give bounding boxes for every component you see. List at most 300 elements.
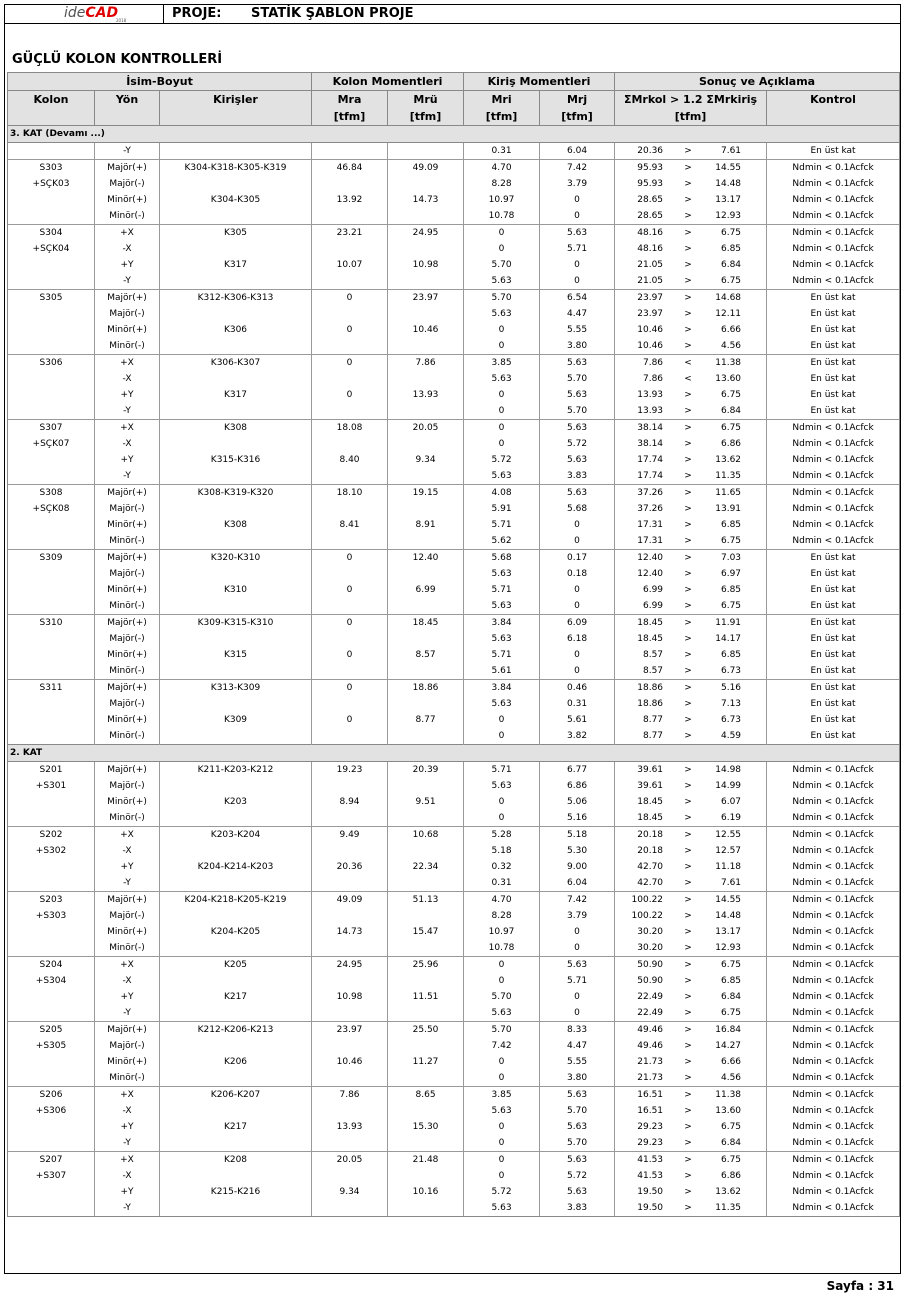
cell-mrj: 8.33	[540, 1022, 615, 1039]
cell-mrj: 0	[540, 663, 615, 680]
cell-kontrol: En üst kat	[767, 371, 900, 387]
sonuc-right: 14.48	[715, 179, 742, 189]
sonuc-left: 49.46	[637, 1041, 664, 1051]
cell-mra	[312, 1200, 388, 1217]
sonuc-left: 41.53	[637, 1171, 664, 1181]
cell-mrj: 5.63	[540, 1087, 615, 1104]
cell-mru	[388, 306, 464, 322]
sonuc-right: 12.55	[715, 830, 742, 840]
cell-kolon	[8, 875, 95, 892]
cell-yon: +Y	[95, 257, 160, 273]
sonuc-right: 7.03	[720, 553, 742, 563]
cell-kolon: S303	[8, 160, 95, 177]
sonuc-left: 8.57	[642, 666, 664, 676]
cell-mrj: 5.06	[540, 794, 615, 810]
cell-mru	[388, 940, 464, 957]
cell-mrj: 0	[540, 533, 615, 550]
sonuc-left: 17.74	[637, 455, 664, 465]
sonuc-left: 8.57	[642, 650, 664, 660]
sonuc-left: 12.40	[637, 553, 664, 563]
cell-sonuc	[615, 1152, 767, 1169]
sonuc-operator: >	[684, 260, 692, 270]
cell-kolon	[8, 257, 95, 273]
cell-kirisler: K310	[160, 582, 312, 598]
cell-mrj: 0	[540, 192, 615, 208]
cell-kirisler: K315	[160, 647, 312, 663]
cell-kontrol: En üst kat	[767, 598, 900, 615]
table-row	[8, 582, 900, 598]
cell-mra: 13.92	[312, 192, 388, 208]
cell-mra: 0	[312, 712, 388, 728]
cell-sonuc	[615, 1168, 767, 1184]
sonuc-operator: >	[684, 960, 692, 970]
cell-kirisler: K212-K206-K213	[160, 1022, 312, 1039]
table-row	[8, 1054, 900, 1070]
sonuc-operator: >	[684, 488, 692, 498]
cell-yon: -X	[95, 973, 160, 989]
cell-kirisler	[160, 1103, 312, 1119]
sonuc-left: 8.77	[642, 731, 664, 741]
cell-mru: 20.39	[388, 762, 464, 779]
table-row	[8, 257, 900, 273]
col-kontrol: Kontrol	[767, 91, 900, 109]
cell-mrj: 5.55	[540, 322, 615, 338]
sonuc-operator: >	[684, 146, 692, 156]
cell-kontrol: En üst kat	[767, 647, 900, 663]
sonuc-left: 8.77	[642, 715, 664, 725]
cell-kolon: S205	[8, 1022, 95, 1039]
cell-mri: 5.63	[464, 598, 540, 615]
sonuc-operator: >	[684, 195, 692, 205]
cell-sonuc	[615, 176, 767, 192]
cell-kontrol: Ndmin < 0.1Acfck	[767, 1200, 900, 1217]
sonuc-operator: >	[684, 309, 692, 319]
cell-yon: Minör(-)	[95, 663, 160, 680]
cell-sonuc	[615, 778, 767, 794]
sonuc-right: 6.75	[720, 390, 742, 400]
sonuc-operator: >	[684, 765, 692, 775]
sonuc-right: 6.84	[720, 260, 742, 270]
cell-kontrol: Ndmin < 0.1Acfck	[767, 973, 900, 989]
cell-yon: Minör(-)	[95, 533, 160, 550]
cell-kirisler	[160, 143, 312, 160]
sonuc-left: 22.49	[637, 992, 664, 1002]
cell-mra: 49.09	[312, 892, 388, 909]
sonuc-right: 6.75	[720, 960, 742, 970]
sonuc-left: 19.50	[637, 1203, 664, 1213]
cell-kirisler	[160, 371, 312, 387]
cell-mrj: 6.77	[540, 762, 615, 779]
cell-mrj: 5.70	[540, 371, 615, 387]
table-row	[8, 1022, 900, 1039]
cell-mrj: 7.42	[540, 892, 615, 909]
cell-kontrol: En üst kat	[767, 387, 900, 403]
cell-mra: 0	[312, 550, 388, 567]
cell-mrj: 0	[540, 273, 615, 290]
cell-mri: 5.71	[464, 582, 540, 598]
cell-kirisler	[160, 501, 312, 517]
cell-mra: 10.46	[312, 1054, 388, 1070]
cell-mru: 18.45	[388, 615, 464, 632]
cell-kirisler	[160, 436, 312, 452]
cell-sonuc	[615, 989, 767, 1005]
cell-kontrol: Ndmin < 0.1Acfck	[767, 1022, 900, 1039]
cell-mrj: 0	[540, 924, 615, 940]
cell-mra	[312, 371, 388, 387]
sonuc-operator: >	[684, 276, 692, 286]
cell-kolon: +SÇK07	[8, 436, 95, 452]
cell-mra: 0	[312, 615, 388, 632]
sonuc-left: 30.20	[637, 943, 664, 953]
cell-yon: Majör(-)	[95, 631, 160, 647]
cell-mru: 7.86	[388, 355, 464, 372]
cell-kirisler	[160, 663, 312, 680]
sonuc-operator: >	[684, 683, 692, 693]
cell-yon: Minör(-)	[95, 598, 160, 615]
sonuc-left: 23.97	[637, 293, 664, 303]
cell-sonuc	[615, 517, 767, 533]
cell-kirisler	[160, 778, 312, 794]
sonuc-operator: >	[684, 830, 692, 840]
cell-kolon	[8, 631, 95, 647]
cell-kontrol: Ndmin < 0.1Acfck	[767, 273, 900, 290]
sonuc-right: 11.65	[715, 488, 742, 498]
cell-mri: 5.63	[464, 696, 540, 712]
table-row	[8, 1152, 900, 1169]
sonuc-right: 7.61	[720, 146, 742, 156]
cell-mrj: 6.86	[540, 778, 615, 794]
cell-kolon: +S301	[8, 778, 95, 794]
cell-kirisler: K205	[160, 957, 312, 974]
cell-mri: 0.31	[464, 875, 540, 892]
sonuc-operator: >	[684, 1073, 692, 1083]
cell-mri: 3.84	[464, 615, 540, 632]
cell-kolon: +SÇK04	[8, 241, 95, 257]
col-kolon: Kolon	[8, 91, 95, 109]
cell-sonuc	[615, 420, 767, 437]
sonuc-right: 6.73	[720, 666, 742, 676]
cell-kolon: S305	[8, 290, 95, 307]
cell-kolon	[8, 924, 95, 940]
sonuc-operator: >	[684, 813, 692, 823]
sonuc-operator: >	[684, 423, 692, 433]
cell-mri: 5.63	[464, 273, 540, 290]
cell-kontrol: Ndmin < 0.1Acfck	[767, 859, 900, 875]
sonuc-right: 7.61	[720, 878, 742, 888]
cell-sonuc	[615, 566, 767, 582]
unit-mra: [tfm]	[312, 108, 388, 126]
cell-mra: 10.07	[312, 257, 388, 273]
cell-yon: -X	[95, 1103, 160, 1119]
table-row	[8, 1005, 900, 1022]
table-row	[8, 989, 900, 1005]
cell-kolon: S308	[8, 485, 95, 502]
sonuc-left: 29.23	[637, 1122, 664, 1132]
cell-yon: Minör(+)	[95, 322, 160, 338]
table-row	[8, 810, 900, 827]
cell-sonuc	[615, 859, 767, 875]
cell-mrj: 0	[540, 517, 615, 533]
cell-mra: 14.73	[312, 924, 388, 940]
cell-mri: 5.63	[464, 371, 540, 387]
cell-mru	[388, 436, 464, 452]
cell-yon: Majör(+)	[95, 290, 160, 307]
cell-mrj: 0	[540, 598, 615, 615]
cell-kolon	[8, 728, 95, 745]
cell-sonuc	[615, 533, 767, 550]
cell-sonuc	[615, 631, 767, 647]
sonuc-right: 4.56	[720, 1073, 742, 1083]
cell-mrj: 5.71	[540, 973, 615, 989]
cell-kirisler: K304-K305	[160, 192, 312, 208]
table-row	[8, 973, 900, 989]
sonuc-left: 28.65	[637, 195, 664, 205]
cell-kirisler	[160, 403, 312, 420]
cell-kolon	[8, 810, 95, 827]
cell-mru: 6.99	[388, 582, 464, 598]
cell-sonuc	[615, 192, 767, 208]
sonuc-left: 23.97	[637, 309, 664, 319]
cell-kirisler	[160, 1070, 312, 1087]
cell-mrj: 6.18	[540, 631, 615, 647]
cell-kontrol: Ndmin < 0.1Acfck	[767, 436, 900, 452]
cell-mri: 0	[464, 420, 540, 437]
cell-mra	[312, 631, 388, 647]
table-row	[8, 338, 900, 355]
cell-sonuc	[615, 957, 767, 974]
cell-kolon	[8, 598, 95, 615]
sonuc-operator: >	[684, 455, 692, 465]
table-row	[8, 176, 900, 192]
cell-mri: 4.70	[464, 892, 540, 909]
cell-mrj: 5.16	[540, 810, 615, 827]
cell-mra	[312, 810, 388, 827]
cell-kontrol: En üst kat	[767, 143, 900, 160]
sonuc-left: 18.45	[637, 634, 664, 644]
cell-mru: 10.98	[388, 257, 464, 273]
cell-mra	[312, 468, 388, 485]
cell-kirisler: K308	[160, 517, 312, 533]
cell-mru: 20.05	[388, 420, 464, 437]
sonuc-operator: >	[684, 927, 692, 937]
cell-yon: Majör(-)	[95, 1038, 160, 1054]
cell-mra	[312, 1103, 388, 1119]
cell-kontrol: Ndmin < 0.1Acfck	[767, 794, 900, 810]
cell-kolon	[8, 192, 95, 208]
cell-kirisler: K204-K214-K203	[160, 859, 312, 875]
sonuc-right: 11.38	[715, 1090, 742, 1100]
cell-sonuc	[615, 485, 767, 502]
cell-kirisler	[160, 940, 312, 957]
sonuc-left: 16.51	[637, 1090, 664, 1100]
page-header	[4, 4, 901, 24]
cell-mra: 0	[312, 290, 388, 307]
cell-kontrol: Ndmin < 0.1Acfck	[767, 1152, 900, 1169]
cell-mra	[312, 436, 388, 452]
cell-mra	[312, 403, 388, 420]
sonuc-right: 14.48	[715, 911, 742, 921]
cell-mrj: 3.79	[540, 176, 615, 192]
cell-kontrol: Ndmin < 0.1Acfck	[767, 778, 900, 794]
col-mra: Mra	[312, 91, 388, 109]
cell-mrj: 5.72	[540, 436, 615, 452]
sonuc-left: 13.93	[637, 390, 664, 400]
cell-kontrol: En üst kat	[767, 355, 900, 372]
cell-yon: -X	[95, 241, 160, 257]
cell-mru	[388, 778, 464, 794]
sonuc-operator: >	[684, 601, 692, 611]
cell-kolon	[8, 582, 95, 598]
cell-kontrol: Ndmin < 0.1Acfck	[767, 843, 900, 859]
cell-mri: 0	[464, 728, 540, 745]
cell-yon: Minör(-)	[95, 338, 160, 355]
cell-kontrol: Ndmin < 0.1Acfck	[767, 176, 900, 192]
sonuc-right: 13.17	[715, 927, 742, 937]
sonuc-left: 21.73	[637, 1057, 664, 1067]
cell-mri: 5.63	[464, 1200, 540, 1217]
cell-mra	[312, 208, 388, 225]
cell-mra: 0	[312, 322, 388, 338]
cell-kolon: S310	[8, 615, 95, 632]
sonuc-operator: >	[684, 895, 692, 905]
sonuc-left: 39.61	[637, 765, 664, 775]
cell-mru	[388, 533, 464, 550]
cell-kontrol: En üst kat	[767, 566, 900, 582]
cell-kontrol: Ndmin < 0.1Acfck	[767, 208, 900, 225]
cell-sonuc	[615, 810, 767, 827]
table-row	[8, 517, 900, 533]
sonuc-left: 20.36	[637, 146, 664, 156]
table-row	[8, 663, 900, 680]
cell-mrj: 0.46	[540, 680, 615, 697]
cell-mri: 3.84	[464, 680, 540, 697]
table-row	[8, 355, 900, 372]
sonuc-operator: >	[684, 1203, 692, 1213]
table-row	[8, 1168, 900, 1184]
cell-mri: 5.70	[464, 257, 540, 273]
sonuc-right: 13.62	[715, 1187, 742, 1197]
cell-mru: 15.30	[388, 1119, 464, 1135]
cell-mrj: 3.80	[540, 338, 615, 355]
sonuc-left: 17.31	[637, 536, 664, 546]
sonuc-right: 12.11	[715, 309, 742, 319]
sonuc-left: 38.14	[637, 439, 664, 449]
cell-mrj: 0.31	[540, 696, 615, 712]
cell-sonuc	[615, 550, 767, 567]
cell-kolon: +SÇK08	[8, 501, 95, 517]
sonuc-operator: >	[684, 911, 692, 921]
cell-sonuc	[615, 468, 767, 485]
cell-kirisler	[160, 306, 312, 322]
cell-yon: -Y	[95, 468, 160, 485]
col-sonuc: ΣMrkol > 1.2 ΣMrkiriş	[615, 91, 767, 109]
cell-mru	[388, 631, 464, 647]
cell-kontrol: En üst kat	[767, 663, 900, 680]
cell-mra	[312, 1038, 388, 1054]
proje-label: PROJE:	[172, 6, 222, 21]
cell-mru: 10.16	[388, 1184, 464, 1200]
cell-kolon	[8, 794, 95, 810]
table-body	[8, 126, 900, 1217]
cell-kontrol: Ndmin < 0.1Acfck	[767, 1184, 900, 1200]
cell-sonuc	[615, 892, 767, 909]
table-row	[8, 859, 900, 875]
cell-yon: Minör(+)	[95, 1054, 160, 1070]
cell-mru	[388, 696, 464, 712]
cell-sonuc	[615, 582, 767, 598]
table-row	[8, 468, 900, 485]
cell-kontrol: Ndmin < 0.1Acfck	[767, 225, 900, 242]
cell-kolon	[8, 1135, 95, 1152]
cell-kirisler	[160, 973, 312, 989]
cell-mru: 19.15	[388, 485, 464, 502]
cell-sonuc	[615, 1038, 767, 1054]
cell-kirisler	[160, 1135, 312, 1152]
sonuc-left: 49.46	[637, 1025, 664, 1035]
cell-mri: 5.71	[464, 647, 540, 663]
cell-mru	[388, 403, 464, 420]
page-number: Sayfa : 31	[826, 1279, 894, 1293]
cell-mrj: 5.72	[540, 1168, 615, 1184]
table-row	[8, 143, 900, 160]
cell-kontrol: Ndmin < 0.1Acfck	[767, 452, 900, 468]
table-row	[8, 778, 900, 794]
cell-mra: 18.08	[312, 420, 388, 437]
cell-yon: Majör(+)	[95, 762, 160, 779]
cell-yon: -X	[95, 1168, 160, 1184]
unit-blank	[767, 108, 900, 126]
table-row	[8, 712, 900, 728]
cell-sonuc	[615, 436, 767, 452]
sonuc-operator: >	[684, 211, 692, 221]
cell-mrj: 5.63	[540, 1152, 615, 1169]
cell-mra	[312, 1168, 388, 1184]
header-column-row	[8, 91, 900, 109]
sonuc-operator: >	[684, 293, 692, 303]
cell-mra	[312, 338, 388, 355]
header-group-row	[8, 73, 900, 91]
cell-sonuc	[615, 1087, 767, 1104]
sonuc-left: 13.93	[637, 406, 664, 416]
cell-sonuc	[615, 306, 767, 322]
sonuc-right: 6.84	[720, 992, 742, 1002]
floor-label: 3. KAT (Devamı ...)	[8, 126, 900, 143]
sonuc-right: 14.27	[715, 1041, 742, 1051]
cell-kolon: S309	[8, 550, 95, 567]
cell-sonuc	[615, 257, 767, 273]
sonuc-operator: >	[684, 179, 692, 189]
sonuc-right: 6.07	[720, 797, 742, 807]
cell-yon: Minör(-)	[95, 940, 160, 957]
cell-yon: +X	[95, 957, 160, 974]
sonuc-operator: >	[684, 666, 692, 676]
cell-mri: 5.72	[464, 452, 540, 468]
sonuc-right: 13.91	[715, 504, 742, 514]
sonuc-operator: >	[684, 163, 692, 173]
sonuc-operator: >	[684, 439, 692, 449]
cell-kontrol: En üst kat	[767, 696, 900, 712]
cell-sonuc	[615, 663, 767, 680]
cell-mrj: 6.04	[540, 143, 615, 160]
cell-kontrol: Ndmin < 0.1Acfck	[767, 241, 900, 257]
cell-sonuc	[615, 1103, 767, 1119]
cell-sonuc	[615, 273, 767, 290]
cell-mri: 8.28	[464, 176, 540, 192]
table-row	[8, 208, 900, 225]
sonuc-operator: >	[684, 1090, 692, 1100]
sonuc-left: 21.05	[637, 276, 664, 286]
table-row	[8, 290, 900, 307]
